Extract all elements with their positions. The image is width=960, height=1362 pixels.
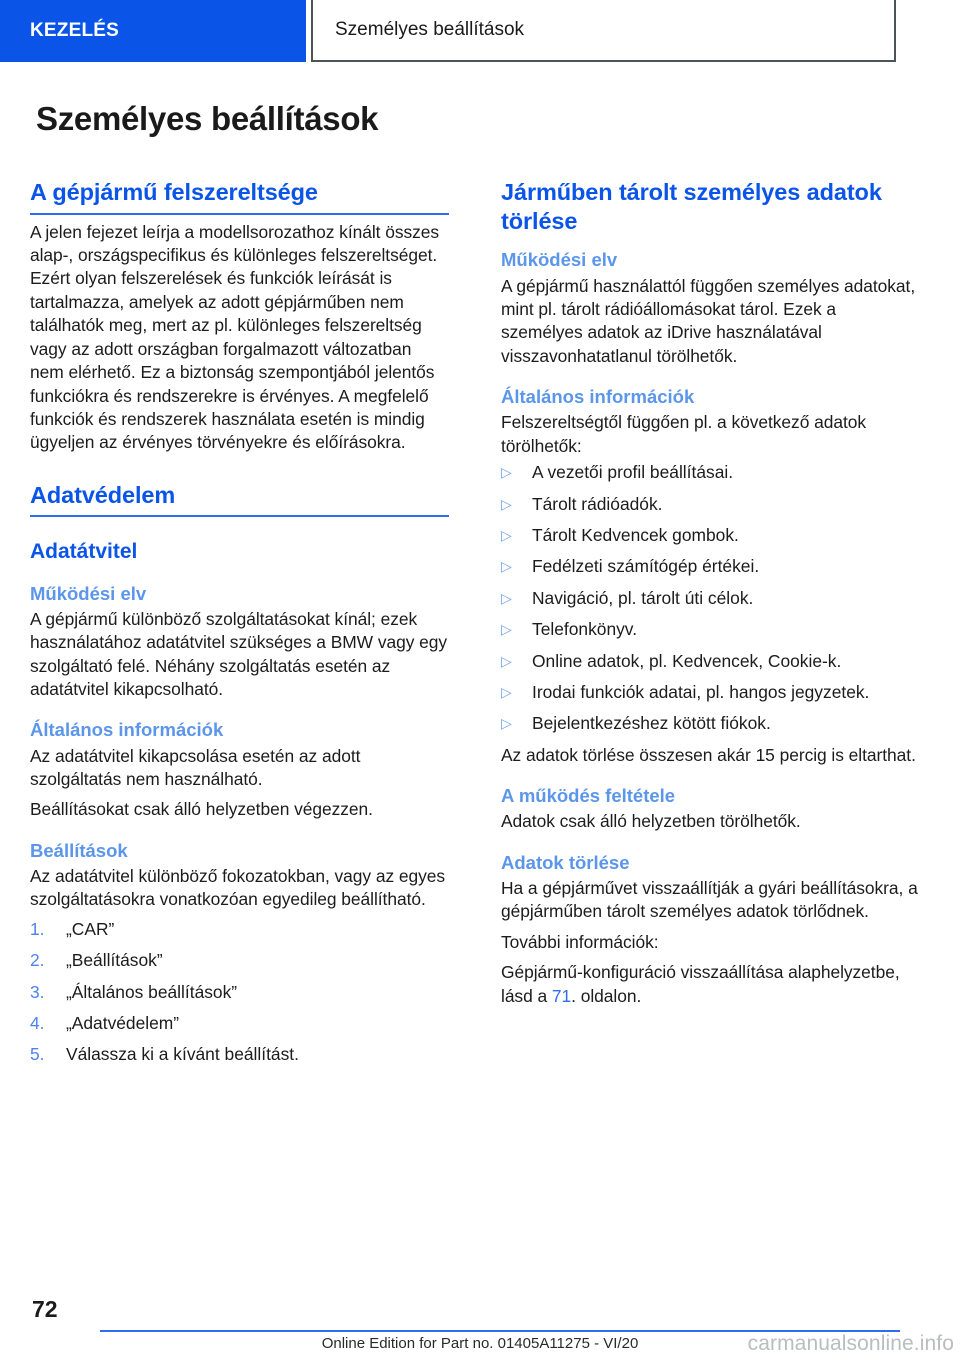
deletable-data-list bbox=[501, 461, 920, 736]
triangle-bullet-icon: ▷ bbox=[501, 652, 512, 669]
paragraph-general-information-left-2: Beállításokat csak álló helyzetben végezzen. bbox=[30, 799, 373, 820]
triangle-bullet-icon: ▷ bbox=[501, 464, 512, 481]
settings-step-item bbox=[30, 918, 449, 941]
triangle-bullet-icon: ▷ bbox=[501, 495, 512, 512]
paragraph-operating-principle-right: A gépjármű használattól függően személyes adatokat, mint pl. tárolt rádióállomásokat tárol. Ezek a személyes adatok az iDrive használatával visszavonhatatlanul törölhetők. bbox=[501, 275, 916, 366]
paragraph-data-deletion: Ha a gépjárművet visszaállítják a gyári beállításokra, a gépjárműben tárolt személyes adatok törlődnek. bbox=[501, 877, 918, 922]
paragraph-operating-condition: Adatok csak álló helyzetben törölhetők. bbox=[501, 811, 801, 832]
site-watermark: carmanualsonline.info bbox=[747, 1332, 954, 1355]
more-info-suffix: . oldalon. bbox=[571, 985, 642, 1006]
content-columns bbox=[0, 178, 960, 1075]
paragraph-more-info-label: További információk: bbox=[501, 931, 659, 952]
deletable-data-label: Irodai funkciók adatai, pl. hangos jegyzetek. bbox=[532, 681, 870, 702]
heading-operating-condition: A működés feltétele bbox=[501, 785, 676, 807]
triangle-bullet-icon: ▷ bbox=[501, 715, 512, 732]
step-number: 1. bbox=[30, 918, 45, 939]
step-label: „Adatvédelem” bbox=[66, 1013, 180, 1033]
deletable-data-item bbox=[501, 461, 920, 484]
step-label: „Általános beállítások” bbox=[66, 981, 238, 1002]
deletable-data-item bbox=[501, 587, 920, 610]
deletable-data-item bbox=[501, 618, 920, 641]
chapter-tab bbox=[0, 0, 306, 62]
step-number: 5. bbox=[30, 1044, 45, 1065]
deletable-data-item bbox=[501, 524, 920, 547]
heading-data-transfer: Adatátvitel bbox=[30, 540, 138, 564]
section-tab-label: Személyes beállítások bbox=[335, 19, 525, 40]
heading-general-information-left: Általános információk bbox=[30, 719, 224, 741]
deletable-data-label: Fedélzeti számítógép értékei. bbox=[532, 556, 760, 577]
heading-data-deletion: Adatok törlése bbox=[501, 851, 630, 873]
paragraph-deletion-duration: Az adatok törlése összesen akár 15 percig is eltarthat. bbox=[501, 744, 916, 765]
settings-step-item bbox=[30, 981, 449, 1004]
triangle-bullet-icon: ▷ bbox=[501, 621, 512, 638]
step-label: „Beállítások” bbox=[66, 950, 163, 971]
triangle-bullet-icon: ▷ bbox=[501, 683, 512, 700]
settings-steps-list bbox=[30, 918, 449, 1067]
paragraph-general-information-intro: Felszereltségtől függően pl. a következő adatok törölhetők: bbox=[501, 412, 867, 456]
heading-delete-personal-data: Járműben tárolt személyes adatok törlése bbox=[501, 179, 882, 234]
chapter-tab-label: KEZELÉS bbox=[30, 20, 120, 41]
settings-step-item bbox=[30, 949, 449, 972]
settings-step-item bbox=[30, 1012, 449, 1035]
deletable-data-label: Tárolt rádióadók. bbox=[532, 493, 663, 514]
triangle-bullet-icon: ▷ bbox=[501, 589, 512, 606]
page-header bbox=[0, 0, 960, 62]
step-label: „CAR” bbox=[66, 918, 115, 939]
page-number: 72 bbox=[32, 1296, 58, 1322]
heading-general-information-right: Általános információk bbox=[501, 386, 695, 408]
triangle-bullet-icon: ▷ bbox=[501, 558, 512, 575]
heading-vehicle-equipment: A gépjármű felszereltsége bbox=[30, 178, 449, 215]
triangle-bullet-icon: ▷ bbox=[501, 526, 512, 543]
edition-note: Online Edition for Part no. 01405A11275 - VI/20 bbox=[321, 1335, 639, 1352]
paragraph-vehicle-equipment: A jelen fejezet leírja a modellsorozathoz kínált összes alap-, országspecifikus és különleges felszereltséget. Ezért olyan felszerelések és funkciók leírását is tartalmazza, amelyek az adott gépjárműben nem találhatók meg, mert az pl. különleges felszereltség vagy az adott országban forgalmazott változatban nem elérhető. Ez a biztonság szempontjából jelentős funkciókra és rendszerekre is érvényes. A megfelelő funkciók és rendszerek használata esetén is mindig ügyeljen az érvényes törvényekre és előírásokra. bbox=[30, 221, 440, 453]
deletable-data-label: Bejelentkezéshez kötött fiókok. bbox=[532, 713, 771, 734]
heading-operating-principle-left: Működési elv bbox=[30, 582, 147, 604]
deletable-data-item bbox=[501, 555, 920, 578]
settings-step-item bbox=[30, 1043, 449, 1066]
left-column bbox=[30, 178, 449, 1075]
deletable-data-label: Telefonkönyv. bbox=[532, 619, 638, 640]
paragraph-general-information-left-1: Az adatátvitel kikapcsolása esetén az adott szolgáltatás nem használható. bbox=[30, 745, 361, 789]
step-label: Válassza ki a kívánt beállítást. bbox=[66, 1044, 299, 1065]
deletable-data-item bbox=[501, 650, 920, 673]
paragraph-operating-principle-left: A gépjármű különböző szolgáltatásokat kínál; ezek használatához adatátvitel szükséges a BMW vagy egy szolgáltató felé. Néhány szolgáltatás esetén az adatátvitel kikapcsolható. bbox=[30, 608, 448, 699]
step-number: 2. bbox=[30, 950, 45, 971]
deletable-data-item bbox=[501, 681, 920, 704]
deletable-data-item bbox=[501, 712, 920, 735]
heading-data-protection: Adatvédelem bbox=[30, 481, 449, 518]
more-info-prefix: Gépjármű-konfiguráció visszaállítása alaphelyzetbe, lásd a bbox=[501, 962, 900, 1006]
page-reference-link[interactable]: 71 bbox=[551, 985, 572, 1006]
deletable-data-label: Tárolt Kedvencek gombok. bbox=[532, 524, 739, 545]
right-column bbox=[501, 178, 920, 1075]
deletable-data-label: Online adatok, pl. Kedvencek, Cookie-k. bbox=[532, 650, 842, 671]
page-title: Személyes beállítások bbox=[36, 100, 379, 137]
deletable-data-item bbox=[501, 493, 920, 516]
heading-settings: Beállítások bbox=[30, 839, 128, 861]
paragraph-settings: Az adatátvitel különböző fokozatokban, vagy az egyes szolgáltatásokra vonatkozóan egyedileg beállítható. bbox=[30, 865, 446, 910]
heading-operating-principle-right: Működési elv bbox=[501, 249, 618, 271]
deletable-data-label: Navigáció, pl. tárolt úti célok. bbox=[532, 587, 754, 608]
paragraph-more-info-reference bbox=[501, 961, 920, 1008]
page-footer bbox=[0, 1290, 960, 1362]
section-tab bbox=[311, 0, 896, 62]
deletable-data-label: A vezetői profil beállításai. bbox=[532, 462, 734, 483]
step-number: 4. bbox=[30, 1013, 45, 1033]
step-number: 3. bbox=[30, 981, 45, 1002]
